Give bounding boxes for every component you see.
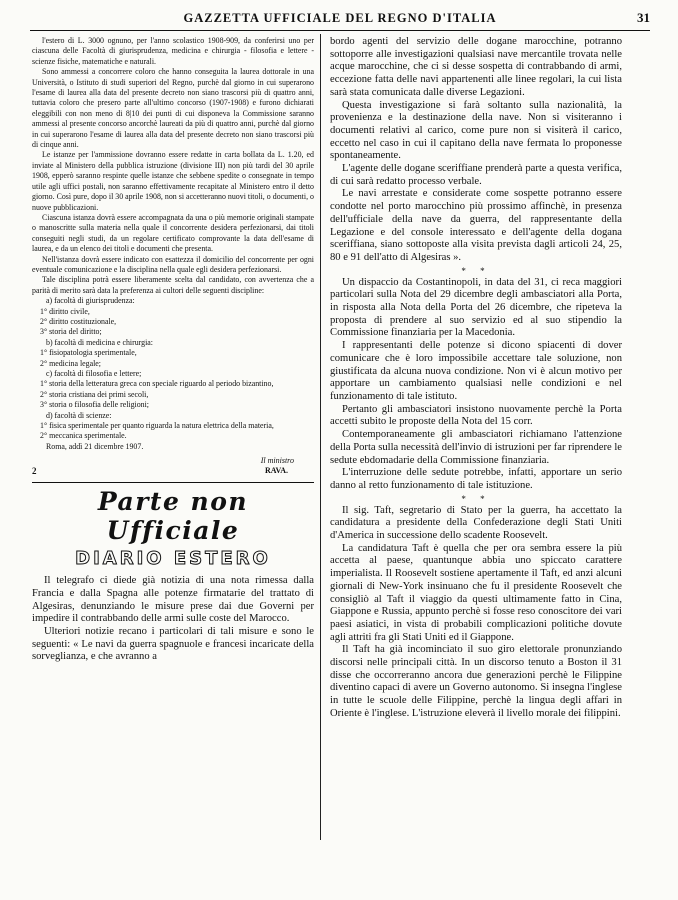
paragraph: Le istanze per l'ammissione dovranno essere redatte in carta bollata da L. 1.20, ed inviate al Ministero della pubblica istruzione (divisione III) non più tardi del 30 aprile 1908, epperò saranno respinte quelle istanze che sebbene spedite o consegnate in tempo utile agli uffici postali, non saranno effettivamente recapitate al Ministero entro il detto giorno. Così pure, dopo il 30 aprile 1908, non si accetteranno nuovi titoli, o documenti, o nuove pubblicazioni. [32, 150, 314, 212]
taft-article [330, 505, 622, 721]
paragraph: Ulteriori notizie recano i particolari di tali misure e sono le seguenti: « Le navi da guerra spagnuole e francesi incaricate della sorveglianza, e che avranno a [32, 626, 314, 663]
paragraph: 2° medicina legale; [40, 358, 101, 368]
section-rule [32, 482, 314, 483]
paragraph: Il telegrafo ci diede già notizia di una nota rimessa dalla Francia e dalla Spagna alle potenze firmatarie del trattato di Algesiras, denunziando le misure prese dai due Governi per impedire il contrabbando delle armi sulle coste del Marocco. [32, 575, 314, 625]
paragraph: Le navi arrestate e considerate come sospette potranno essere condotte nel porto marocchino più prossimo affinchè, in presenza dell'ufficiale della nave da guerra, del rappresentante della Legazione e del console interessato e dell'agente della dogana sceriffiana, siano sottoposte alla visita prevista dagli articoli 24, 25, 80 e 91 dell'atto di Algesiras ». [330, 188, 622, 263]
paragraph: I rappresentanti delle potenze si dicono spiacenti di dover comunicare che è loro impossibile accettare tale soluzione, non giustificata da alcuna nuova condizione. Non vi è alcun motivo per apportare un cambiamento qualsiasi nelle condizioni e nel funzionamento di tale istituto. [330, 340, 622, 402]
paragraph: Roma, addì 21 dicembre 1907. [46, 441, 144, 451]
paragraph: Il Taft ha già incominciato il suo giro elettorale pronunziando discorsi nelle principali città. In un discorso tenuto a Boston il 31 disse che occorreranno ancora due generazioni perchè le Filippine diventino capaci di avere un Governo autonomo. Si insegna l'inglese in tutte le scuole delle Filippine, perchè la lingua degli affari in Oriente è l'inglese. L'istruzione eleverà il livello morale dei filippini. [330, 644, 622, 719]
paragraph: 1° storia della letteratura greca con speciale riguardo al periodo bizantino, [40, 379, 274, 389]
newspaper-title: GAZZETTA UFFICIALE DEL REGNO D'ITALIA [183, 11, 497, 25]
paragraph: Nell'istanza dovrà essere indicato con esattezza il domicilio del concorrente per ogni eventuale comunicazione e la disciplina nella quale egli desidera perfezionarsi. [32, 254, 314, 274]
page-header [30, 8, 650, 28]
signature-name: RAVA. [264, 466, 288, 476]
paragraph: 1° fisiopatologia sperimentale, [40, 348, 137, 358]
left-column [32, 36, 314, 664]
paragraph: 3° storia o filosofia delle religioni; [40, 400, 149, 410]
signature-block [32, 456, 314, 478]
decree-number: 2 [32, 466, 37, 477]
column-separator [320, 34, 321, 840]
paragraph: La candidatura Taft è quella che per ora sembra essere la più accetta al paese, quantunque abbia uno spiccato carattere imperialista. Il Roosevelt sostiene apertamente il Taft, ed anzi alcuni giornali di New-York insinuano che fu il presidente Roosevelt che consigliò al Taft il viaggio da questi ultimamente fatto in Cina, Giappone e Russia, appunto perchè si fosse reso conoscitore dei vari paesi asiatici, in vista di probabili complicazioni politiche dovute agli attriti fra gli Stati Uniti ed il Giappone. [330, 542, 622, 643]
paragraph: Contemporaneamente gli ambasciatori richiamano l'attenzione della Porta sulla necessità dell'invio di istruzioni per far riprendere le sedute ebdomadarie della Commissione finanziaria. [330, 429, 622, 466]
signature-role: Il ministro [260, 456, 294, 466]
section-subtitle [32, 548, 314, 569]
paragraph: l'estero di L. 3000 ognuno, per l'anno scolastico 1908-909, da conferirsi uno per ciascuna delle Facoltà di giurisprudenza, medicina e chirurgia - filosofia e lettere - scienze fisiche, matematiche e naturali. [32, 36, 314, 66]
paragraph: 3° storia del diritto; [40, 327, 102, 337]
paragraph: b) facoltà di medicina e chirurgia: [46, 337, 153, 347]
constantinople-article [330, 277, 622, 493]
decree-text [32, 36, 314, 296]
separator-stars: * * [461, 493, 491, 504]
paragraph: Pertanto gli ambasciatori insistono nuovamente perchè la Porta accetti subito le proposte della Nota del 15 corr. [330, 403, 622, 428]
paragraph: 2° storia cristiana dei primi secoli, [40, 389, 149, 399]
paragraph: L'agente delle dogane sceriffiane prenderà parte a questa verifica, di cui sarà redatto processo verbale. [330, 163, 622, 187]
diario-text [32, 575, 314, 664]
diario-estero-heading: DIARIO ESTERO [75, 548, 271, 570]
section-title: Parte non Ufficiale [97, 487, 249, 546]
paragraph: Ciascuna istanza dovrà essere accompagnata da una o più memorie originali stampate o manoscritte sulla materia nella quale il concorrente desidera perfezionarsi, dai titoli conseguiti negli studi, da un regolare certificato comprovante la data dell'esame di laurea, e da un elenco dei titoli e documenti che presenta. [32, 212, 314, 254]
paragraph: bordo agenti del servizio delle dogane marocchine, potranno sottoporre alle investigazioni qualsiasi nave mercantile trovata nelle acque marocchine, che ci si desse sospetta di contrabbando di armi, eccezione fatta delle navi appartenenti alle linee regolari, la cui lista sarà stata comunicata dalle diverse Legazioni. [330, 36, 622, 98]
paragraph: Sono ammessi a concorrere coloro che hanno conseguita la laurea dottorale in una Università, o Istituto di studi superiori del Regno, purchè dal giorno in cui superarono l'esame di laurea alla data del presente decreto non siano trascorsi più di quattro anni, tuttavia coloro che presero parte all'ultimo concorso (1907-1908) e furono dichiarati eleggibili con non meno di 8|10 dei punti di cui disponeva la Commissione saranno ammessi al presente concorso ancorchè laureati da più di quattro anni, purchè dal giorno in cui superarono l'esame di laurea alla data del presente decreto non siano trascorsi più di cinque anni. [32, 67, 314, 150]
paragraph: 1° diritto civile, [40, 306, 90, 316]
right-column [330, 36, 622, 721]
paragraph: Tale disciplina potrà essere liberamente scelta dal candidato, con avvertenza che a parità di merito sarà data la preferenza ai cultori delle seguenti discipline: [32, 275, 314, 295]
paragraph: 2° diritto costituzionale, [40, 316, 117, 326]
page-number: 31 [637, 10, 650, 25]
paragraph: c) facoltà di filosofia e lettere; [46, 369, 142, 378]
paragraph: Il sig. Taft, segretario di Stato per la guerra, ha accettato la candidatura a presidente della Confederazione degli Stati Uniti d'America in successione dello scadente Roosevelt. [330, 504, 622, 542]
paragraph: Un dispaccio da Costantinopoli, in data del 31, ci reca maggiori particolari sulla Nota del 29 dicembre degli ambasciatori alla Porta, in risposta alla Nota della Porta del 26 dicembre, che ripeteva la proposta di prendere al suo servizio ed al suo stipendio la Commissione finanziaria per la Macedonia. [330, 276, 622, 339]
separator-stars: * * [461, 265, 491, 276]
paragraph: L'interruzione delle sedute potrebbe, infatti, apportare un serio danno al retto funzionamento di tale istituzione. [330, 467, 622, 491]
disciplines-list [32, 296, 314, 452]
paragraph: 1° fisica sperimentale per quanto riguarda la natura elettrica della materia, [40, 421, 274, 431]
paragraph: 2° meccanica sperimentale. [40, 431, 127, 441]
paragraph: a) facoltà di giurisprudenza: [46, 296, 135, 306]
header-rule [30, 30, 650, 31]
paragraph: d) facoltà di scienze: [46, 410, 112, 420]
paragraph: Questa investigazione si farà soltanto sulla nazionalità, la provenienza e la destinazione della nave. Non si visiteranno i documenti relativi al carico, come pure non si visiterà il carico, eccetto nel caso in cui il capitano della nave fermata lo proponesse spontaneamente. [330, 99, 622, 162]
morocco-article [330, 36, 622, 265]
